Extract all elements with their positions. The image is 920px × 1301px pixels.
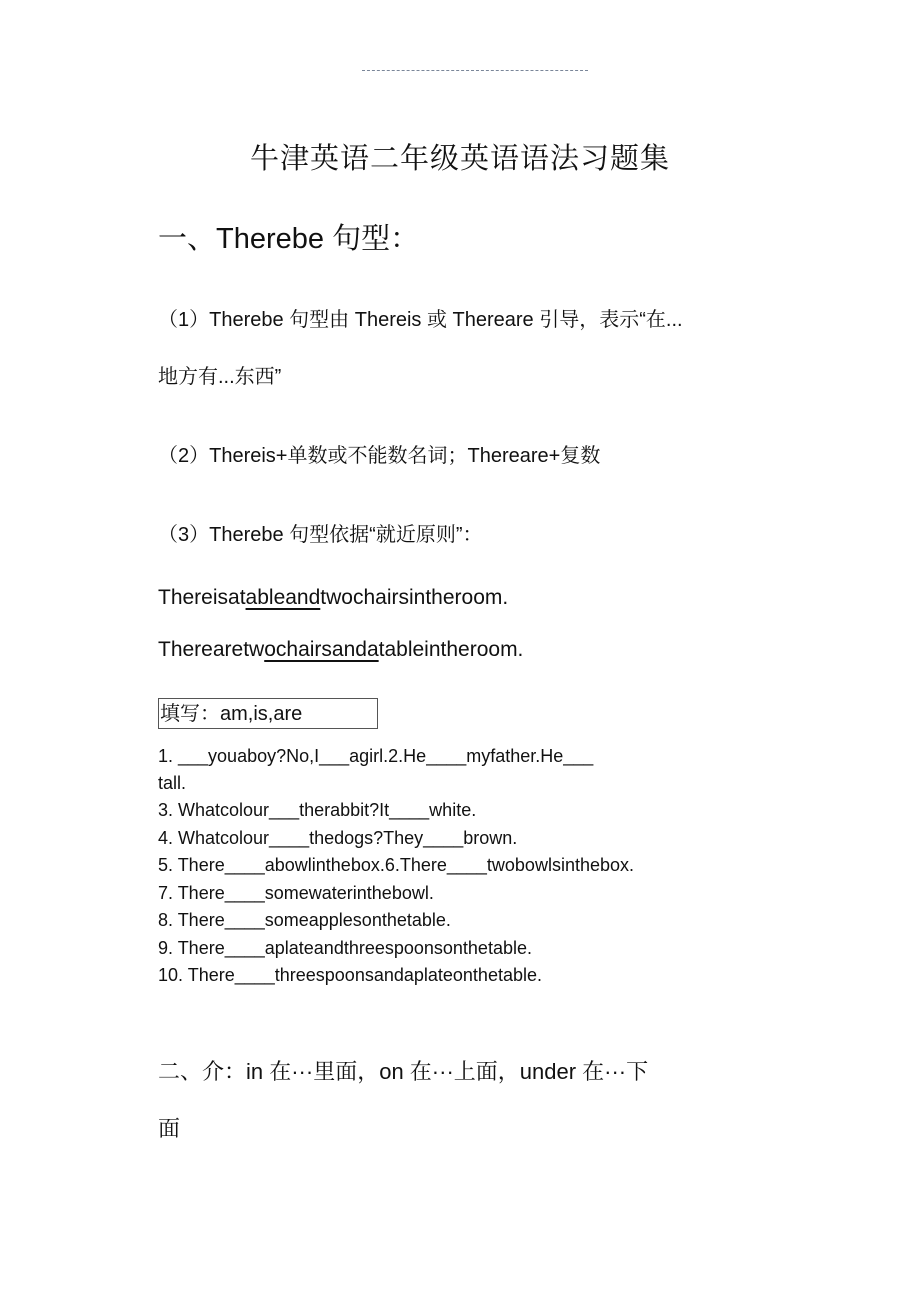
page-title: 牛津英语二年级英语语法习题集 [249,141,670,175]
exercise-line: 1. ___youaboy?No,I___agirl.2.He____myfather.He___ [158,746,594,766]
exercise-line: 10. There____threespoonsandaplateonthetable. [158,965,542,985]
example-sentence-2 [158,638,523,662]
exercise-line: tall. [158,773,187,793]
example-2-after: tableintheroom. [378,638,524,661]
rule-2: （2）Thereis+单数或不能数名词；Thereare+复数 [158,445,601,467]
example-1-before: Thereisat [158,586,246,609]
exercise-line: 3. Whatcolour___therabbit?It____white. [158,800,477,820]
exercise-line: 8. There____someapplesonthetable. [158,910,451,930]
rule-1-line-2: 地方有...东西” [158,366,282,388]
header-rule [362,70,588,71]
section-2-heading-continued: 面 [158,1116,181,1141]
example-sentence-1 [158,586,508,610]
rule-3: （3）Therebe 句型依据“就近原则”： [158,524,483,546]
example-1-after: twochairsintheroom. [320,586,509,609]
example-1-underlined: ableand [245,586,321,609]
fill-in-instruction-box: 填写：am,is,are [158,698,378,729]
exercise-line: 9. There____aplateandthreespoonsonthetable. [158,938,532,958]
section-1-heading: 一、Therebe 句型： [158,223,420,255]
example-2-before: Therearetw [158,638,265,661]
exercise-line: 4. Whatcolour____thedogs?They____brown. [158,828,518,848]
exercise-line: 7. There____somewaterinthebowl. [158,883,434,903]
example-2-underlined: ochairsanda [264,638,379,661]
exercise-line: 5. There____abowlinthebox.6.There____twobowlsinthebox. [158,855,634,875]
rule-1-line-1: （1）Therebe 句型由 Thereis 或 Thereare 引导，表示“在... [158,309,683,331]
section-2-heading: 二、介：in 在···里面，on 在···上面，under 在···下 [158,1059,649,1084]
